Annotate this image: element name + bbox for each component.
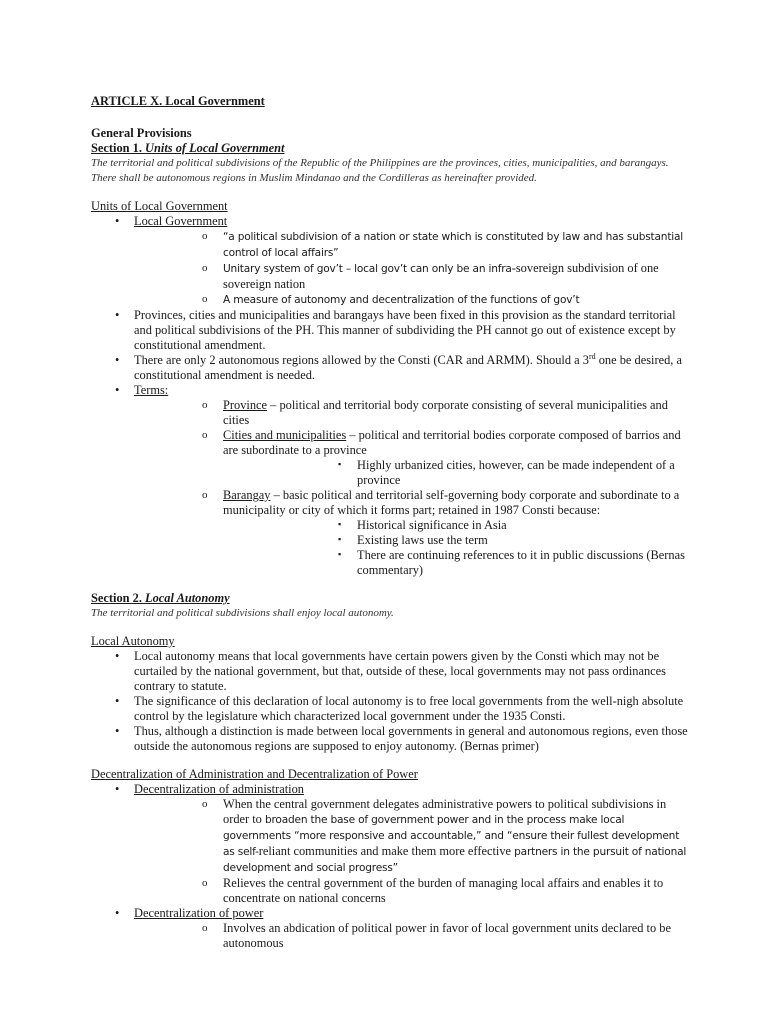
units-heading: Units of Local Government: [91, 199, 228, 213]
square-marker: ▪: [338, 459, 342, 469]
list-item: o Involves an abdication of political power in favor of local government units declared to be autonomous: [202, 921, 671, 950]
list-item: • The significance of this declaration of local autonomy is to free local governments from the well-nigh absolute control by the legislature which characterized local government under the 1935 Consti.: [115, 694, 684, 723]
circle-marker: o: [202, 230, 208, 242]
bullet-marker: •: [115, 308, 120, 322]
local-autonomy-heading: Local Autonomy: [91, 634, 175, 648]
section-1-text: The territorial and political subdivisions of the Republic of the Philippines are the provinces, cities, municipalities, and barangays. There shall be autonomous regions in Muslim Mindanao and the Cordilleras as hereinafter provided.: [91, 157, 669, 184]
circle-marker: o: [202, 798, 208, 810]
square-marker: ▪: [338, 519, 342, 529]
list-item: o Cities and municipalities – political and territorial bodies corporate composed of barrios and are subordinate to a province ▪ Highly urbanized cities, however, can be made independent of a province: [134, 428, 691, 488]
list-item: ▪ Highly urbanized cities, however, can be made independent of a province: [338, 458, 675, 487]
list-item: • Decentralization of power o Involves an abdication of political power in favor of local government units declared to be autonomous: [91, 906, 691, 951]
decentralization-heading: Decentralization of Administration and Decentralization of Power: [91, 767, 418, 781]
bullet-marker: •: [115, 353, 120, 367]
list-item: • There are only 2 autonomous regions allowed by the Consti (CAR and ARMM). Should a 3rd one be desired, a constitutional amendment is needed.: [115, 351, 682, 382]
list-item: ▪ There are continuing references to it in public discussions (Bernas commentary): [338, 548, 685, 577]
bullet-marker: •: [115, 214, 120, 228]
local-autonomy-list: [91, 649, 691, 754]
list-item: o A measure of autonomy and decentralization of the functions of gov’t: [202, 293, 580, 306]
decentralization-list: [91, 782, 691, 951]
bullet-marker: •: [115, 649, 120, 663]
bullet-marker: •: [115, 694, 120, 708]
section-1-heading: Section 1. Units of Local Government: [91, 141, 285, 155]
circle-marker: o: [202, 489, 208, 501]
square-marker: ▪: [338, 534, 342, 544]
units-list: [91, 214, 691, 578]
list-item: • Thus, although a distinction is made between local governments in general and autonomous regions, even those outside the autonomous regions are supposed to enjoy autonomy. (Bernas primer): [115, 724, 688, 753]
list-item: o Relieves the central government of the burden of managing local affairs and enables it to concentrate on national concerns: [202, 876, 664, 905]
list-item: ▪ Historical significance in Asia: [338, 518, 507, 532]
circle-marker: o: [202, 293, 208, 305]
list-item: • Terms: o Province – political and territorial body corporate consisting of several municipalities and cities o Cities and municipalities – political and territorial bodies corporate composed of barrios and are subordinate to a province ▪ Highly urbanized cities, however, can be made independent of a province o Barangay – basic political and territorial self-governing body corporate and subordinate to a municipality or city of which it forms part; retained in 1987 Consti because: ▪ Historical significance in Asia ▪ Existing laws use the term ▪ There are continuing references to it in public discussions (Bernas commentary): [91, 383, 691, 578]
circle-marker: o: [202, 429, 208, 441]
list-item: o Barangay – basic political and territorial self-governing body corporate and subordinate to a municipality or city of which it forms part; retained in 1987 Consti because: ▪ Historical significance in Asia ▪ Existing laws use the term ▪ There are continuing references to it in public discussions (Bernas commentary): [134, 488, 691, 578]
section-2-heading: Section 2. Local Autonomy: [91, 591, 230, 605]
general-provisions-heading: General Provisions: [91, 126, 192, 140]
circle-marker: o: [202, 262, 208, 274]
bullet-marker: •: [115, 782, 120, 796]
circle-marker: o: [202, 877, 208, 889]
article-title: ARTICLE X. Local Government: [91, 94, 265, 108]
list-item: • Local Government o “a political subdivision of a nation or state which is constituted by law and has substantial control of local affairs” o Unitary system of gov’t – local gov’t can only be an infra-sovereign subdivision of one sovereign nation o A measure of autonomy and decentralization of the functions of gov’t: [91, 214, 691, 308]
list-item: o Unitary system of gov’t – local gov’t can only be an infra-sovereign subdivision of one sovereign nation: [202, 261, 659, 291]
circle-marker: o: [202, 922, 208, 934]
list-item: • Local autonomy means that local governments have certain powers given by the Consti which may not be curtailed by the national government, but that, outside of these, local governments may not pass ordinances contrary to statute.: [115, 649, 666, 693]
section-2-text: The territorial and political subdivisions shall enjoy local autonomy.: [91, 607, 394, 619]
list-item: • Provinces, cities and municipalities and barangays have been fixed in this provision as the standard territorial and political subdivisions of the PH. This manner of subdividing the PH cannot go out of existence except by constitutional amendment.: [115, 308, 676, 352]
bullet-marker: •: [115, 906, 120, 920]
list-item: o “a political subdivision of a nation or state which is constituted by law and has substantial control of local affairs”: [202, 230, 684, 259]
document-body: [91, 94, 691, 951]
list-item: ▪ Existing laws use the term: [338, 533, 488, 547]
circle-marker: o: [202, 399, 208, 411]
square-marker: ▪: [338, 549, 342, 559]
list-item: o When the central government delegates administrative powers to political subdivisions in order to broaden the base of government power and in the process make local governments “more responsive and accountable,” and “ensure their fullest development as self-reliant communities and make them more effective partners in the pursuit of national development and social progress”: [202, 797, 687, 874]
bullet-marker: •: [115, 383, 120, 397]
list-item: o Province – political and territorial body corporate consisting of several municipalities and cities: [202, 398, 668, 427]
bullet-marker: •: [115, 724, 120, 738]
list-item: • Decentralization of administration o When the central government delegates administrative powers to political subdivisions in order to broaden the base of government power and in the process make local governments “more responsive and accountable,” and “ensure their fullest development as self-reliant communities and make them more effective partners in the pursuit of national development and social progress” o Relieves the central government of the burden of managing local affairs and enables it to concentrate on national concerns: [91, 782, 691, 906]
